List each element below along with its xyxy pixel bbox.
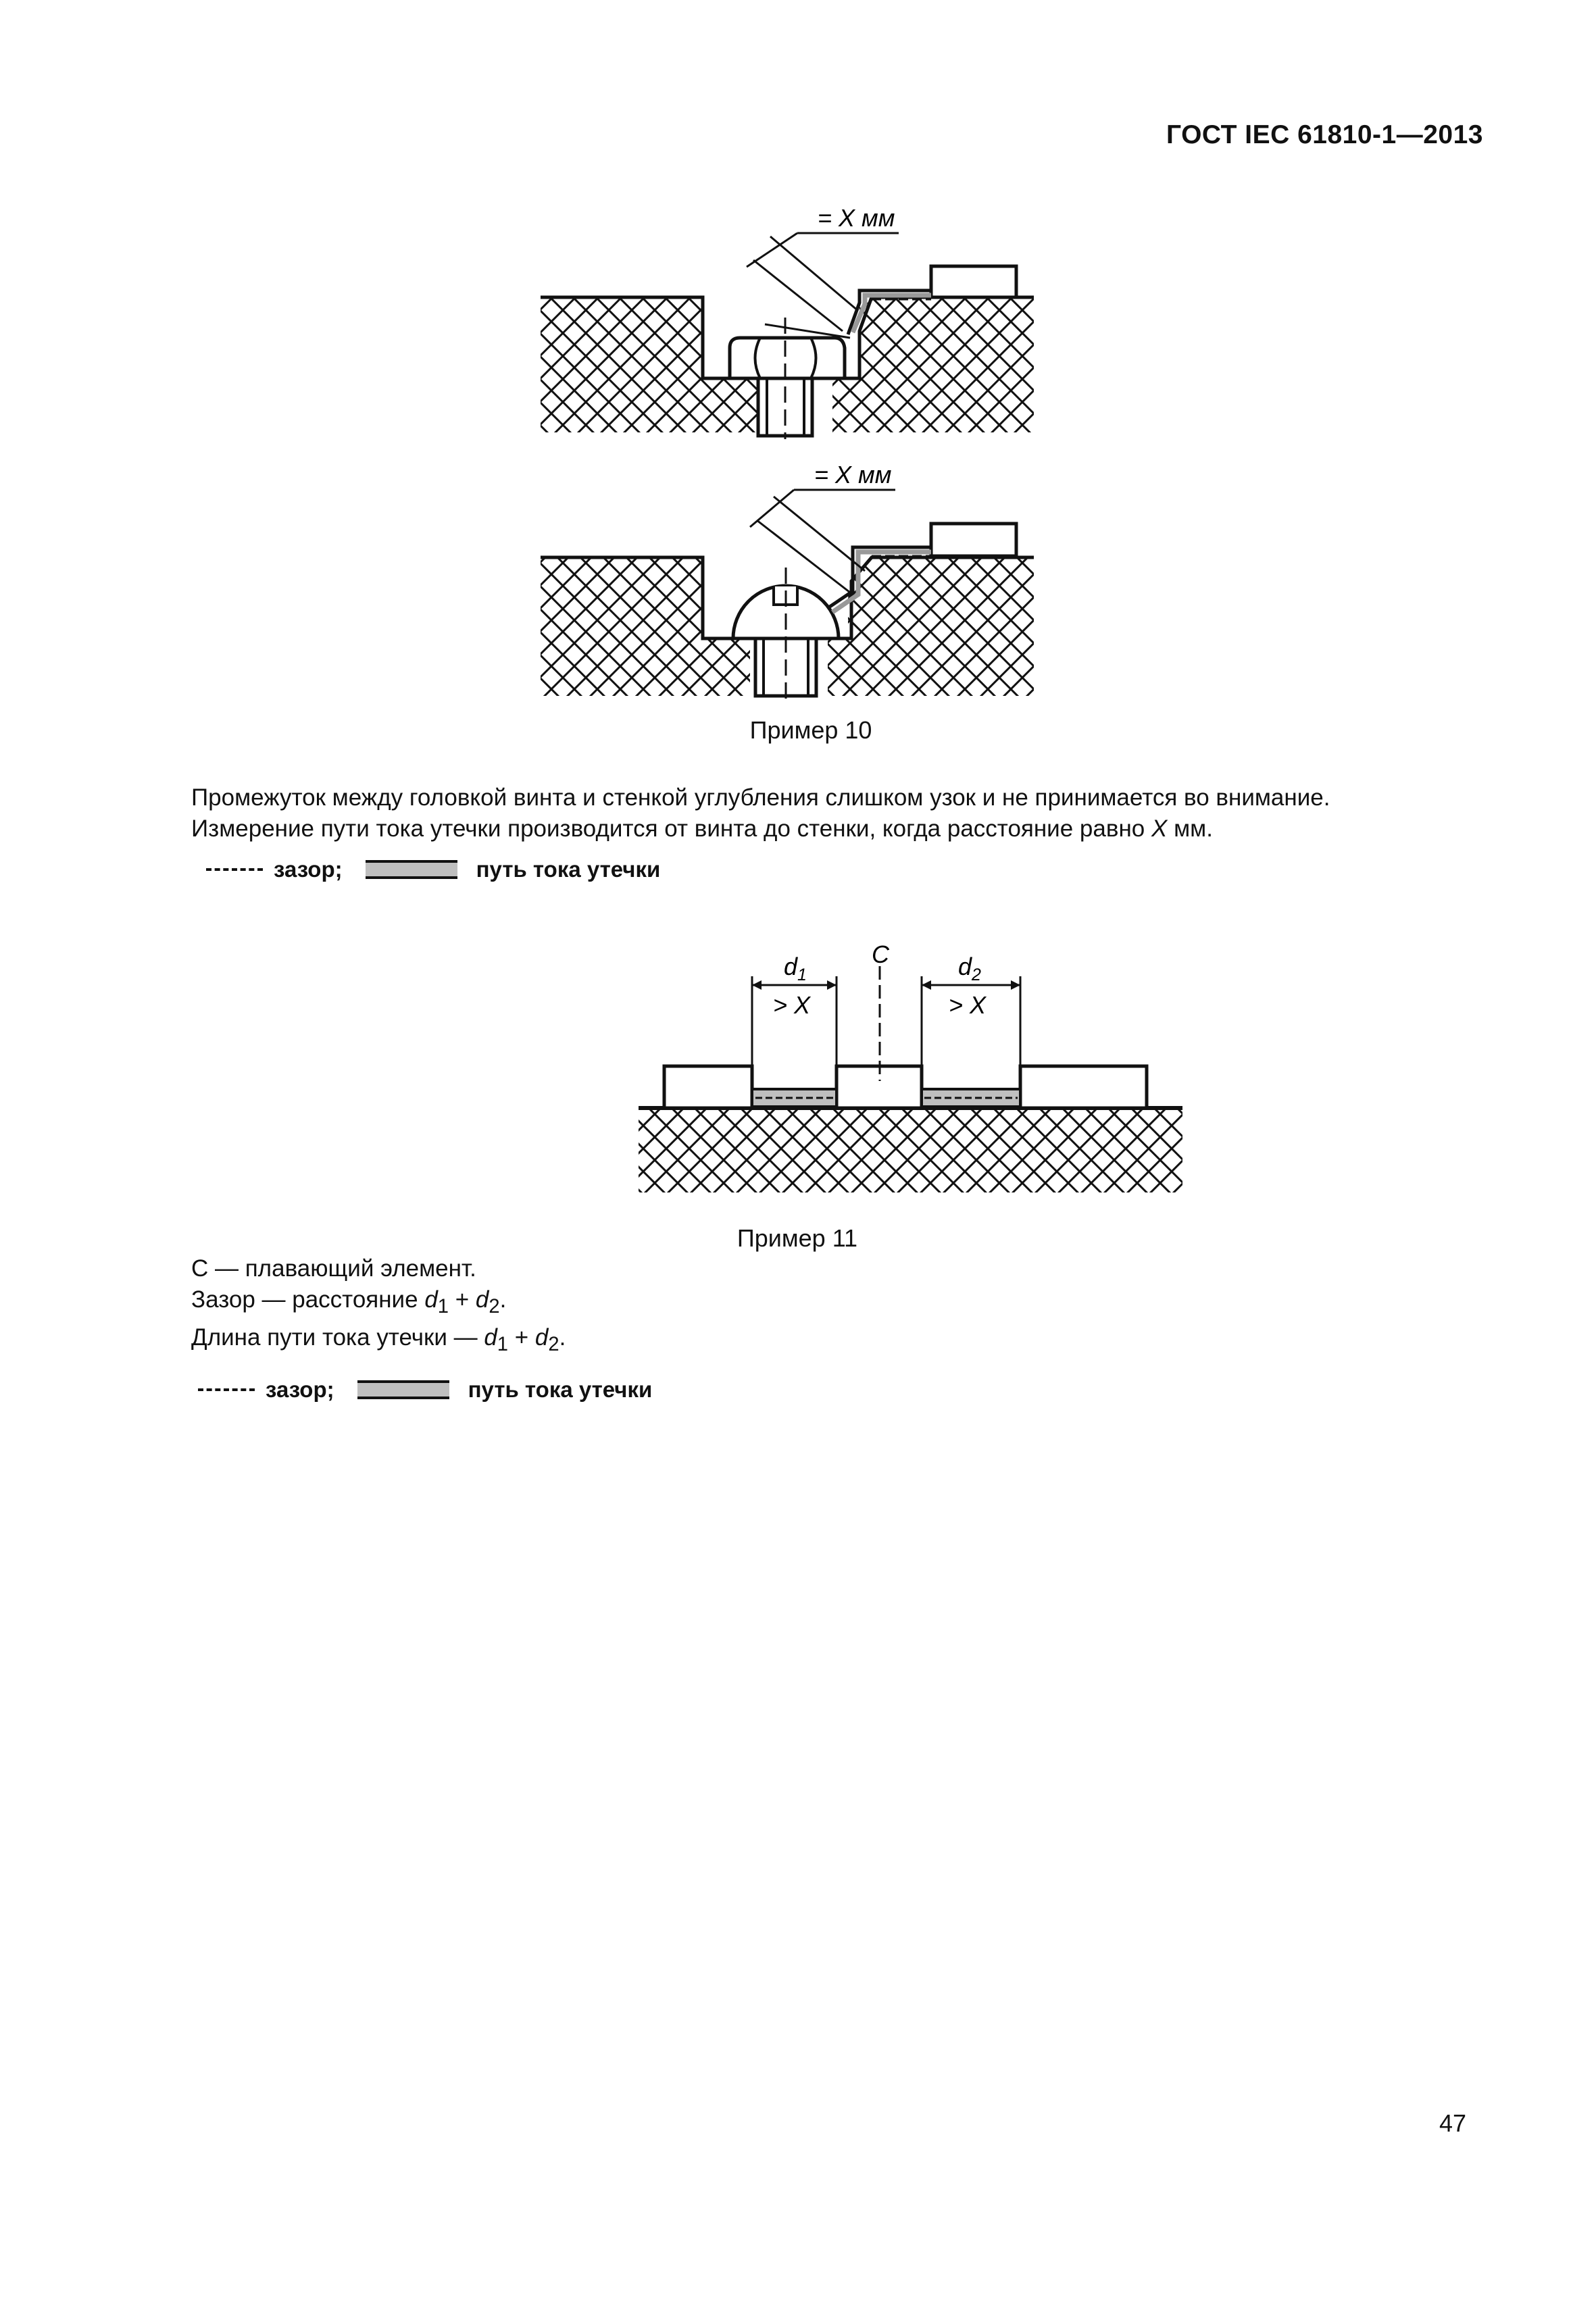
creepage-bar-sample	[366, 860, 457, 879]
caption-example-11: Пример 11	[737, 1224, 858, 1252]
gap-line-sample-2	[198, 1388, 255, 1391]
figure-round-screw	[534, 453, 1047, 703]
conductor-left	[664, 1066, 752, 1108]
example-11-text	[191, 1253, 1205, 1360]
gap-legend-label-2: зазор;	[266, 1377, 334, 1402]
label-gt-x-1: > X	[773, 991, 811, 1019]
dimension-label-x-mm: = X мм	[818, 204, 895, 232]
figure-hex-screw	[534, 196, 1047, 446]
example-10-line-2: Измерение пути тока утечки производится от винта до стенки, когда расстояние равно X мм.	[191, 815, 1213, 842]
page-number: 47	[1439, 2109, 1467, 2137]
hex-screw-head	[730, 338, 845, 378]
example-11-line-2: Зазор — расстояние $d_1 + d_2$.	[191, 1286, 507, 1317]
example-10-text	[191, 782, 1489, 845]
gap-line-sample	[206, 868, 263, 871]
conductive-plate	[931, 266, 1016, 297]
label-c: C	[872, 940, 889, 968]
example-11-line-3: Длина пути тока утечки — $d_1 + d_2$.	[191, 1324, 566, 1355]
label-d2: $d_2$	[958, 953, 981, 984]
legend-example-10	[206, 857, 660, 882]
example-10-line-1: Промежуток между головкой винта и стенкой углубления слишком узок и не принимается во внимание.	[191, 784, 1330, 811]
label-d1: $d_1$	[784, 953, 807, 984]
creepage-bar-sample-2	[357, 1380, 449, 1399]
creepage-legend-label-2: путь тока утечки	[468, 1377, 653, 1402]
conductor-right	[1020, 1066, 1147, 1108]
caption-example-10: Пример 10	[749, 716, 872, 744]
document-header: ГОСТ IEC 61810-1—2013	[1166, 120, 1483, 149]
hatched-base-left	[541, 297, 757, 432]
gap-legend-label: зазор;	[274, 857, 343, 882]
dimension-label-x-mm-2: = X мм	[814, 461, 892, 488]
legend-example-11	[198, 1377, 652, 1403]
figure-floating-element	[628, 939, 1189, 1209]
label-gt-x-2: > X	[949, 991, 987, 1019]
creepage-legend-label: путь тока утечки	[476, 857, 661, 882]
hatched-substrate	[639, 1108, 1182, 1192]
example-11-line-1: С — плавающий элемент.	[191, 1255, 476, 1282]
